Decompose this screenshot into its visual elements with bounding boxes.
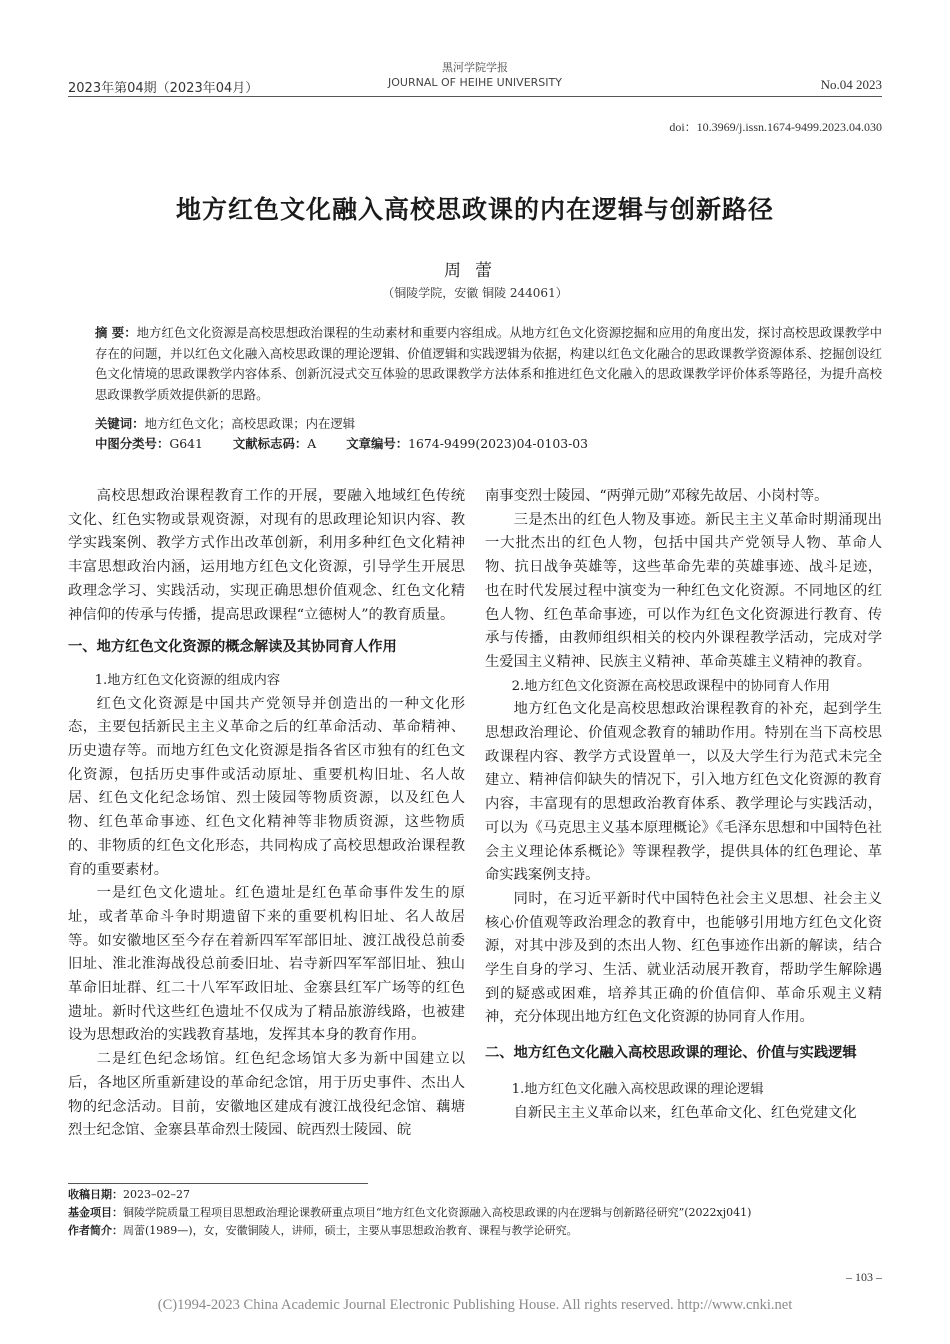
footnote-divider (68, 1183, 368, 1184)
doc-code: A (307, 436, 317, 451)
author-bio: 周蕾(1989—)，女，安徽铜陵人，讲师，硕士，主要从事思想政治教育、课程与教学论研究。 (123, 1224, 578, 1237)
body-paragraph: 同时，在习近平新时代中国特色社会主义思想、社会主义核心价值观等政治理念的教育中，也能够引用地方红色文化资源，对其中涉及到的杰出人物、红色事迹作出新的解读，结合学生自身的学习、生活、就业活动展开教育，帮助学生解除遇到的疑惑或困难，培养其正确的价值信仰、革命乐观主义精神，充分体现出地方红色文化资源的协同育人作用。 (485, 890, 882, 1026)
abstract-text: 地方红色文化资源是高校思想政治课程的生动素材和重要内容组成。从地方红色文化资源挖掘和应用的角度出发，探讨高校思政课教学中存在的问题，并以红色文化融入高校思政课的理论逻辑、价值逻辑和实践逻辑为依据，构建以红色文化融合的思政课教学资源体系、挖掘创设红色文化情境的思政课教学内容体系、创新沉浸式交互体验的思政课教学方法体系和推进红色文化融入的思政课教学评价体系等路径，为提升高校思政课教学质效提供新的思路。 (95, 325, 882, 402)
keywords-label: 关键词： (95, 416, 145, 431)
journal-name-en: JOURNAL OF HEIHE UNIVERSITY (388, 76, 562, 89)
clc-label: 中图分类号： (95, 436, 170, 451)
clc-code: G641 (169, 436, 203, 451)
fund-label: 基金项目： (68, 1206, 123, 1219)
journal-name-cn: 黑河学院学报 (442, 61, 508, 74)
footnote-received (68, 1186, 882, 1204)
section-heading-2: 二、地方红色文化融入高校思政课的理论、价值与实践逻辑 (485, 1045, 857, 1062)
article-title: 地方红色文化融入高校思政课的内在逻辑与创新路径 (175, 195, 774, 224)
author-bio-label: 作者简介： (68, 1224, 123, 1237)
article-number: 1674-9499(2023)04-0103-03 (408, 436, 589, 451)
header-divider (68, 96, 882, 97)
classification-line (95, 434, 882, 452)
issue-number: No.04 2023 (820, 77, 882, 92)
subsection-heading-2-1: 1.地方红色文化融入高校思政课的理论逻辑 (511, 1081, 764, 1097)
keywords-text: 地方红色文化；高校思政课；内在逻辑 (144, 416, 356, 431)
author-name: 周蕾 (444, 261, 506, 281)
body-paragraph: 一是红色文化遗址。红色遗址是红色革命事件发生的原址，或者革命斗争时期遗留下来的重要机构旧址、名人故居等。如安徽地区至今存在着新四军军部旧址、渡江战役总前委旧址、淮北淮海战役总前委旧址、岩寺新四军军部旧址、独山革命旧址群、红二十八军军政旧址、金寨县红军广场等的红色遗址。新时代这些红色遗址不仅成为了精品旅游线路，也被建设为思想政治的实践教育基地，发挥其本身的教育作用。 (68, 885, 465, 1044)
left-column (68, 485, 465, 1143)
body-paragraph: 二是红色纪念场馆。红色纪念场馆大多为新中国建立以后，各地区所重新建设的革命纪念馆，用于历史事件、杰出人物的纪念活动。目前，安徽地区建成有渡江战役纪念馆、藕塘烈士纪念馆、金寨县革命烈士陵园、皖西烈士陵园、皖 (68, 1051, 465, 1139)
body-paragraph: 地方红色文化是高校思想政治课程教育的补充，起到学生思想政治理论、价值观念教育的辅助作用。特别在当下高校思政课程内容、教学方式设置单一，以及大学生行为范式未完全建立、精神信仰缺失的情况下，引入地方红色文化资源的教育内容，丰富现有的思想政治教育体系、教学理论与实践活动，可以为《马克思主义基本原理概论》《毛泽东思想和中国特色社会主义理论体系概论》等课程教学，提供具体的红色理论、革命实践案例支持。 (485, 701, 882, 884)
abstract-label: 摘 要： (95, 325, 137, 340)
affiliation: （铜陵学院，安徽 铜陵 244061） (382, 286, 568, 300)
footnote-author (68, 1222, 882, 1240)
section-heading-1: 一、地方红色文化资源的概念解读及其协同育人作用 (68, 639, 397, 656)
doi: doi：10.3969/j.issn.1674-9499.2023.04.030 (669, 120, 882, 134)
body-paragraph: 自新民主主义革命以来，红色革命文化、红色党建文化 (513, 1104, 857, 1121)
page-number: – 103 – (846, 1270, 882, 1284)
intro-paragraph: 高校思想政治课程教育工作的开展，要融入地域红色传统文化、红色实物或景观资源，对现有的思政理论知识内容、教学实践案例、教学方式作出改革创新，利用多种红色文化精神丰富思想政治内涵，运用地方红色文化资源，引导学生开展思政理念学习、实践活动，实现正确思想价值观念、红色文化精神信仰的传承与传播，提高思政课程“立德树人”的教育质量。 (68, 488, 465, 623)
abstract (95, 323, 882, 405)
footnote-fund (68, 1204, 882, 1222)
article-number-label: 文章编号： (346, 436, 409, 451)
body-paragraph: 红色文化资源是中国共产党领导并创造出的一种文化形态，主要包括新民主主义革命之后的红革命活动、革命精神、历史遗存等。而地方红色文化资源是指各省区市独有的红色文化资源，包括历史事件或活动原址、重要机构旧址、名人故居、红色文化纪念场馆、烈士陵园等物质资源，以及红色人物、红色革命事迹、红色文化精神等非物质资源，这些物质的、非物质的红色文化形态，共同构成了高校思想政治课程教育的重要素材。 (68, 695, 465, 878)
right-column (485, 485, 882, 1125)
body-paragraph: 三是杰出的红色人物及事迹。新民主主义革命时期涌现出一大批杰出的红色人物，包括中国共产党领导人物、革命人物、抗日战争英雄等，这些革命先辈的英雄事迹、战斗足迹，也在时代发展过程中演变为一种红色文化资源。不同地区的红色人物、红色革命事迹，可以作为红色文化资源进行教育、传承与传播，由教师组织相关的校内外课程教学活动，完成对学生爱国主义精神、民族主义精神、革命英雄主义精神的教育。 (485, 511, 882, 670)
received-date: 2023–02–27 (123, 1188, 190, 1201)
journal-name (300, 60, 650, 90)
received-label: 收稿日期： (68, 1188, 123, 1201)
subsection-heading-1-2: 2.地方红色文化资源在高校思政课程中的协同育人作用 (511, 678, 831, 694)
journal-issue: 2023年第04期（2023年04月） (68, 81, 259, 96)
fund-text: 铜陵学院质量工程项目思想政治理论课教研重点项目“地方红色文化资源融入高校思政课的内在逻辑与创新路径研究”(2022xj041) (123, 1206, 752, 1219)
copyright-watermark: (C)1994-2023 China Academic Journal Electronic Publishing House. All rights reserved. http://www.cnki.net (157, 1297, 793, 1313)
body-paragraph: 南事变烈士陵园、“两弹元勋”邓稼先故居、小岗村等。 (485, 488, 829, 504)
subsection-heading-1-1: 1.地方红色文化资源的组成内容 (94, 672, 281, 688)
keywords (95, 414, 882, 432)
doc-code-label: 文献标志码： (232, 436, 308, 451)
